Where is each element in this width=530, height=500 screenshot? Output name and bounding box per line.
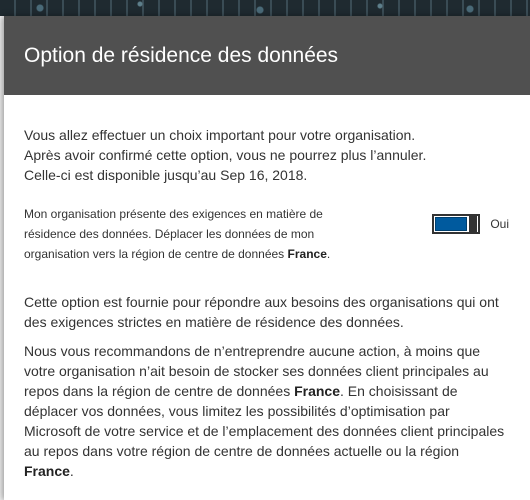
info2-text-after: . — [69, 463, 74, 479]
panel-title: Option de résidence des données — [24, 43, 339, 67]
intro-line-2: Après avoir confirmé cette option, vous ne pourrez plus l’annuler. — [24, 147, 427, 163]
option-text-after: . — [326, 247, 331, 261]
intro-line-3: Celle-ci est disponible jusqu’au Sep 16, 2018. — [24, 167, 308, 183]
info-paragraph-2 — [24, 341, 510, 481]
toggle-fill — [436, 218, 466, 230]
data-residency-panel — [4, 16, 530, 500]
info2-region-2: France — [24, 463, 70, 479]
intro-line-1: Vous allez effectuer un choix important pour votre organisation. — [24, 127, 416, 143]
residency-toggle-group — [432, 214, 509, 234]
residency-option-description — [24, 204, 344, 264]
intro-text — [24, 125, 510, 185]
residency-option-row — [24, 204, 510, 264]
toggle-thumb — [469, 215, 477, 233]
background-banner — [0, 0, 530, 16]
option-region: France — [287, 247, 327, 261]
info2-text-middle: . En choisissant de déplacer vos données, vous limitez les possibilités d’optimisation par Microsoft de votre service et de l’emplacement des données client principales au repos dans votre région de centre de données actuelle ou la région — [24, 383, 505, 459]
info-paragraph-1: Cette option est fournie pour répondre aux besoins des organisations qui ont des exigences strictes en matière de résidence des données. — [24, 294, 499, 330]
info2-region-1: France — [294, 383, 341, 399]
panel-header — [4, 16, 530, 95]
toggle-label: Oui — [490, 217, 509, 231]
option-text-before: Mon organisation présente des exigences en matière de résidence des données. Déplacer les données de mon organisation vers la région de centre de données — [24, 207, 323, 261]
panel-body — [4, 95, 530, 481]
info2-text-before: Nous vous recommandons de n’entreprendre aucune action, à moins que votre organisation n’ait besoin de stocker ses données client principales au repos dans la région de centre de données — [24, 343, 489, 399]
residency-toggle[interactable] — [432, 214, 480, 234]
